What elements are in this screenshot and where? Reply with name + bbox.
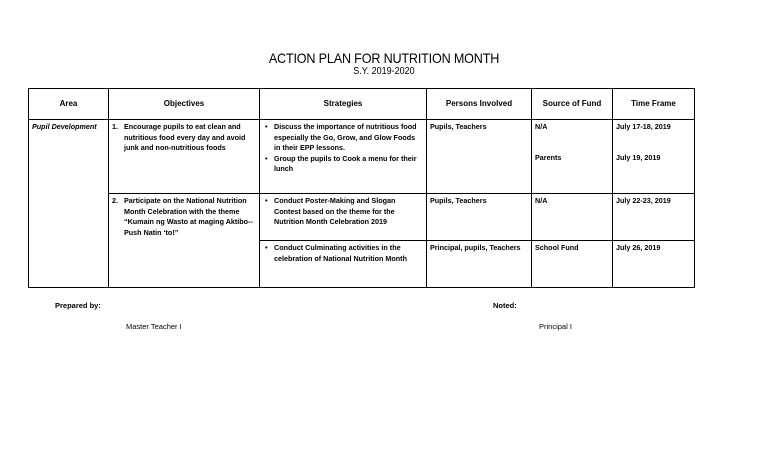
objective-number: 1. [112, 122, 118, 131]
strategy-item: • Discuss the importance of nutritious food especially the Go, Grow, and Glow Foods in their EPP lessons. [274, 122, 423, 154]
strategy-cell [260, 241, 427, 288]
strategy-cell [260, 120, 427, 194]
school-year: S.Y. 2019-2020 [353, 66, 415, 77]
header-source-of-fund: Source of Fund [532, 89, 613, 120]
preparer-title: Master Teacher I [126, 322, 182, 331]
action-plan-table [28, 88, 695, 288]
persons-cell: Pupils, Teachers [427, 194, 532, 241]
document-title: ACTION PLAN FOR NUTRITION MONTH [268, 50, 500, 66]
header-strategies: Strategies [260, 89, 427, 120]
strategy-item: • Group the pupils to Cook a menu for their lunch [274, 154, 423, 175]
timeframe-value: July 17-18, 2019 [616, 122, 671, 131]
prepared-by-label: Prepared by: [55, 301, 101, 310]
area-cell: Pupil Development [29, 120, 109, 288]
objective-item [112, 196, 256, 238]
fund-cell [532, 120, 613, 194]
objective-cell [109, 120, 260, 194]
table-row [29, 120, 695, 194]
timeframe-cell: July 22-23, 2019 [613, 194, 695, 241]
objective-number: 2. [112, 196, 118, 205]
header-objectives: Objectives [109, 89, 260, 120]
header-area: Area [29, 89, 109, 120]
strategy-cell [260, 194, 427, 241]
timeframe-cell: July 26, 2019 [613, 241, 695, 288]
objective-text: Participate on the National Nutrition Month Celebration with the theme “Kumain ng Wasto at maging Aktibo--Push Natin ‘to!” [124, 196, 253, 237]
header-time-frame: Time Frame [613, 89, 695, 120]
strategy-item: • Conduct Poster-Making and Slogan Contest based on the theme for the Nutrition Month Celebration 2019 [274, 196, 423, 228]
strategy-item: • Conduct Culminating activities in the celebration of National Nutrition Month [274, 243, 423, 264]
persons-cell: Pupils, Teachers [427, 120, 532, 194]
noted-label: Noted: [493, 301, 517, 310]
fund-cell: N/A [532, 194, 613, 241]
header-persons-involved: Persons Involved [427, 89, 532, 120]
timeframe-cell [613, 120, 695, 194]
noter-title: Principal I [539, 322, 572, 331]
table-header-row [29, 89, 695, 120]
fund-value: N/A [535, 122, 548, 131]
timeframe-value: July 19, 2019 [616, 152, 661, 162]
persons-cell: Principal, pupils, Teachers [427, 241, 532, 288]
objective-cell [109, 194, 260, 288]
objective-text: Encourage pupils to eat clean and nutritious food every day and avoid junk and non-nutritious foods [124, 122, 246, 152]
fund-cell: School Fund [532, 241, 613, 288]
objective-item [112, 122, 256, 154]
table-row [29, 194, 695, 241]
fund-value: Parents [535, 152, 562, 162]
